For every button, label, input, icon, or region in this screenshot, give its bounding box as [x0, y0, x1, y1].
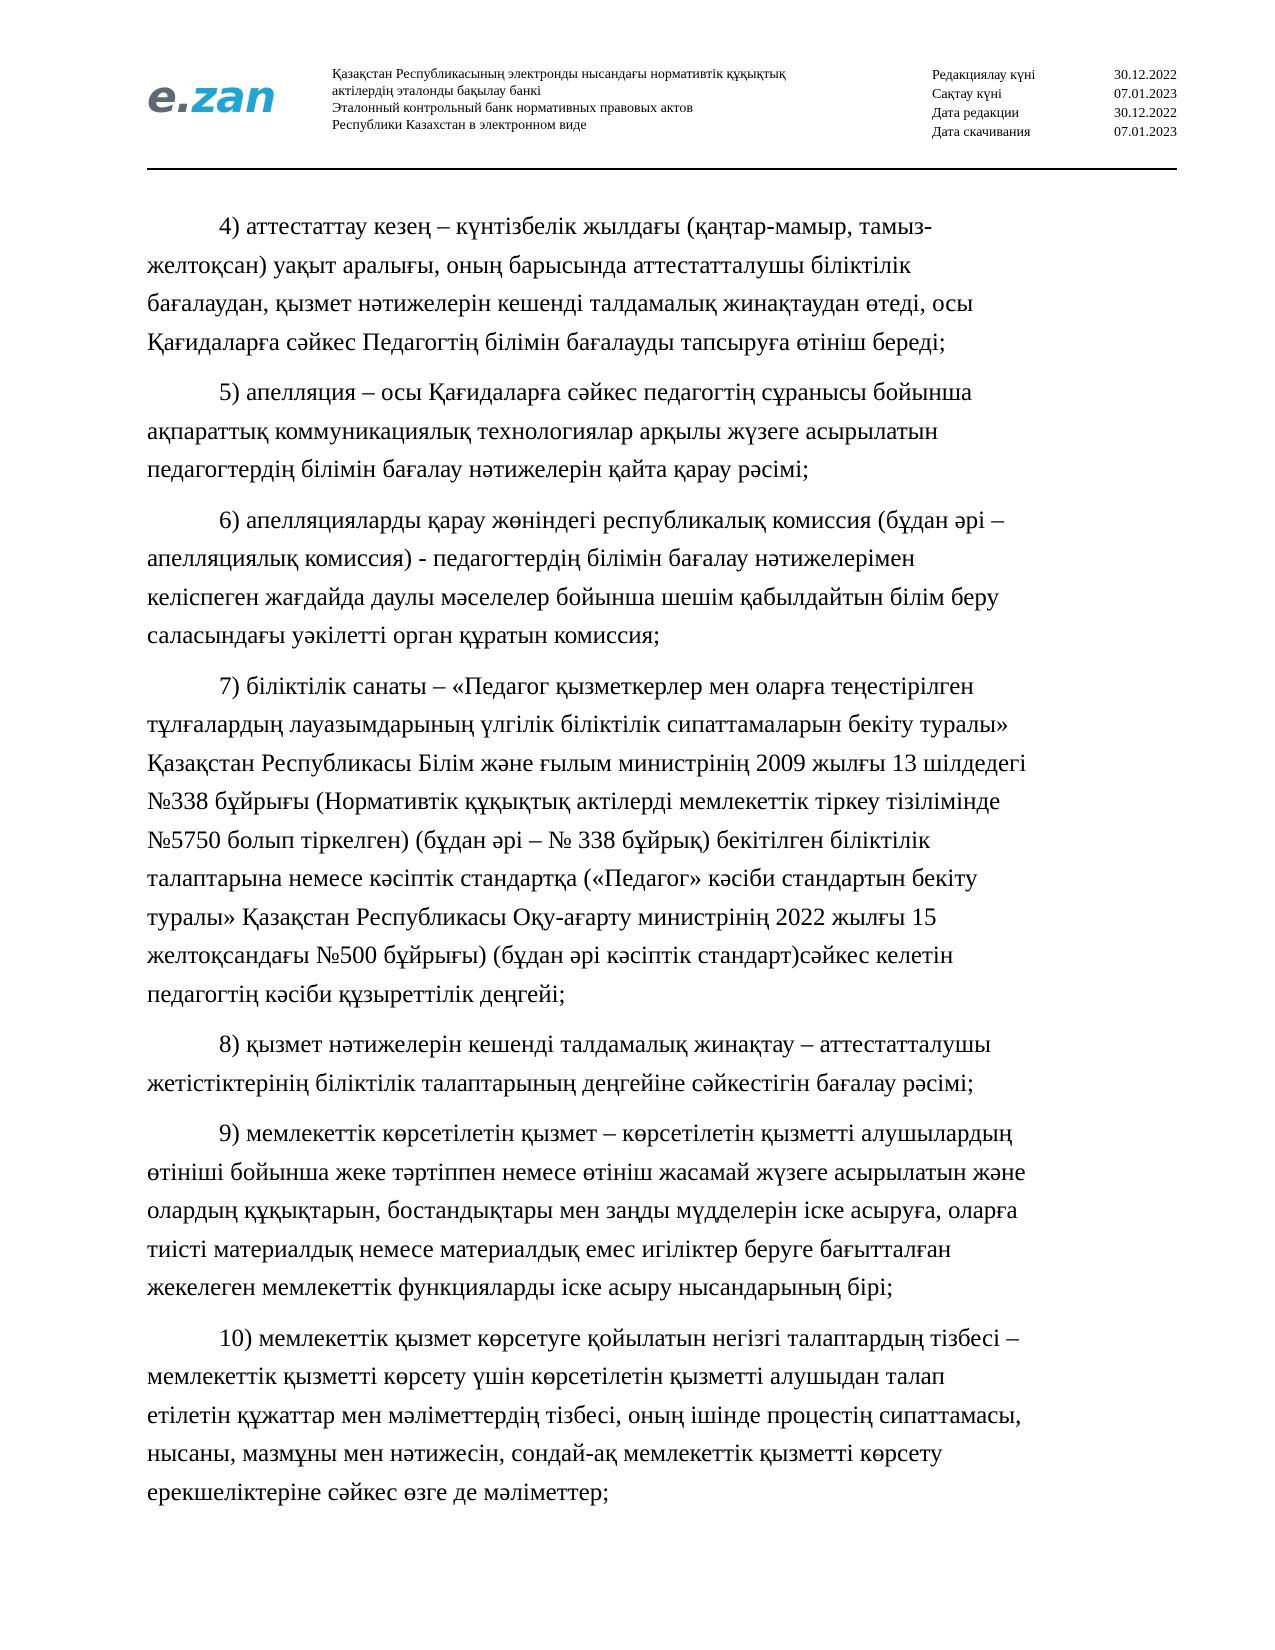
bank-title — [332, 66, 872, 134]
document-body — [147, 208, 1177, 1524]
text-line: олардың құқықтарын, бостандықтары мен заңды мүдделерін іске асыруға, оларға — [147, 1197, 1018, 1224]
text-line: жетістіктерінің біліктілік талаптарының деңгейіне сәйкестігін бағалау рәсімі; — [147, 1069, 974, 1097]
paragraph-4 — [147, 208, 1177, 362]
meta-value: 07.01.2023 — [1114, 87, 1177, 102]
text-line: ерекшеліктеріне сәйкес өзге де мәліметтер; — [147, 1478, 610, 1506]
text-line: ақпараттық коммуникациялық технологиялар арқылы жүзеге асырылатын — [147, 417, 938, 445]
meta-row-save-date-kz — [932, 85, 1177, 104]
text-line: бағалаудан, қызмет нәтижелерін кешенді талдамалық жинақтаудан өтеді, осы — [147, 290, 974, 317]
meta-row-edit-date-kz — [932, 66, 1177, 85]
text-line: педагогтің кәсіби құзыреттілік деңгейі; — [147, 980, 566, 1008]
text-line: жекелеген мемлекеттік функцияларды іске асыру нысандарының бірі; — [147, 1274, 894, 1301]
meta-label: Дата редакции — [932, 106, 1020, 121]
text-line: саласындағы уәкілетті орган құратын комиссия; — [147, 622, 661, 649]
text-line: желтоқсан) уақыт аралығы, оның барысында аттестатталушы біліктілік — [147, 251, 911, 279]
text-line: 6) апелляцияларды қарау жөніндегі республикалық комиссия (бұдан әрі – — [219, 506, 1004, 534]
document-dates — [932, 66, 1177, 142]
text-line: етілетін құжаттар мен мәліметтердің тізбесі, оның ішінде процестің сипаттамасы, — [147, 1401, 1022, 1429]
text-line: 9) мемлекеттік көрсетілетін қызмет – көрсетілетін қызметті алушылардың — [219, 1120, 1013, 1147]
document-header — [147, 64, 1177, 168]
logo-dot: . — [175, 72, 192, 123]
meta-row-download-date-ru — [932, 123, 1177, 142]
meta-label: Дата скачивания — [932, 125, 1031, 140]
text-line: туралы» Қазақстан Республикасы Оқу-ағарту министрінің 2022 жылғы 15 — [147, 903, 937, 931]
text-line: желтоқсандағы №500 бұйрығы) (бұдан әрі кәсіптік стандарт)сәйкес келетін — [147, 942, 954, 969]
text-line: 8) қызмет нәтижелерін кешенді талдамалық жинақтау – аттестатталушы — [219, 1031, 991, 1058]
meta-label: Сақтау күні — [932, 87, 1002, 102]
text-line: 4) аттестаттау кезең – күнтізбелік жылдағы (қаңтар-мамыр, тамыз- — [219, 213, 933, 240]
header-divider — [147, 168, 1177, 170]
text-line: №5750 болып тіркелген) (бұдан әрі – № 338 бұйрық) бекітілген біліктілік — [147, 826, 931, 854]
text-line: мемлекеттік қызметті көрсету үшін көрсетілетін қызметті алушыдан талап — [147, 1363, 945, 1390]
text-line: апелляциялық комиссия) - педагогтердің білімін бағалау нәтижелерімен — [147, 545, 915, 572]
paragraph-7 — [147, 668, 1177, 1015]
bank-title-line: Қазақстан Республикасының электронды нысандағы нормативтік құқықтық — [332, 67, 786, 82]
text-line: тұлғалардың лауазымдарының үлгілік біліктілік сипаттамаларын бекіту туралы» — [147, 711, 1009, 738]
text-line: 5) апелляция – осы Қағидаларға сәйкес педагогтің сұранысы бойынша — [219, 379, 973, 406]
meta-value: 07.01.2023 — [1114, 125, 1177, 140]
text-line: келіспеген жағдайда даулы мәселелер бойынша шешім қабылдайтын білім беру — [147, 583, 1000, 611]
text-line: Қазақстан Республикасы Білім және ғылым министрінің 2009 жылғы 13 шілдедегі — [147, 749, 1027, 777]
paragraph-9 — [147, 1115, 1177, 1308]
bank-title-line: актілердің эталонды бақылау банкі — [332, 84, 542, 99]
bank-title-line: Республики Казахстан в электронном виде — [332, 118, 587, 133]
paragraph-10 — [147, 1320, 1177, 1513]
text-line: Қағидаларға сәйкес Педагогтің білімін бағалауды тапсыруға өтініш береді; — [147, 328, 946, 356]
paragraph-8 — [147, 1026, 1177, 1103]
text-line: 10) мемлекеттік қызмет көрсетуге қойылатын негізгі талаптардың тізбесі – — [219, 1324, 1019, 1352]
meta-value: 30.12.2022 — [1114, 106, 1177, 121]
text-line: педагогтердің білімін бағалау нәтижелерін қайта қарау рәсімі; — [147, 456, 810, 483]
paragraph-6 — [147, 502, 1177, 656]
meta-label: Редакциялау күні — [932, 68, 1036, 83]
text-line: талаптарына немесе кәсіптік стандартқа («Педагог» кәсіби стандартын бекіту — [147, 865, 978, 892]
text-line: №338 бұйрығы (Нормативтік құқықтық актілерді мемлекеттік тіркеу тізілімінде — [147, 788, 1001, 815]
text-line: нысаны, мазмұны мен нәтижесін, сондай-ақ мемлекеттік қызметті көрсету — [147, 1440, 943, 1467]
logo-e: e — [147, 72, 176, 123]
bank-title-line: Эталонный контрольный банк нормативных правовых актов — [332, 101, 693, 116]
text-line: 7) біліктілік санаты – «Педагог қызметкерлер мен оларға теңестірілген — [219, 672, 974, 700]
text-line: өтініші бойынша жеке тәртіппен немесе өтініш жасамай жүзеге асырылатын және — [147, 1158, 1026, 1186]
meta-row-edit-date-ru — [932, 104, 1177, 123]
meta-value: 30.12.2022 — [1114, 68, 1177, 83]
logo-zan: zan — [191, 72, 276, 123]
text-line: тиісті материалдық немесе материалдық емес игіліктер беруге бағытталған — [147, 1235, 952, 1263]
paragraph-5 — [147, 374, 1177, 490]
ezan-logo — [147, 72, 276, 123]
